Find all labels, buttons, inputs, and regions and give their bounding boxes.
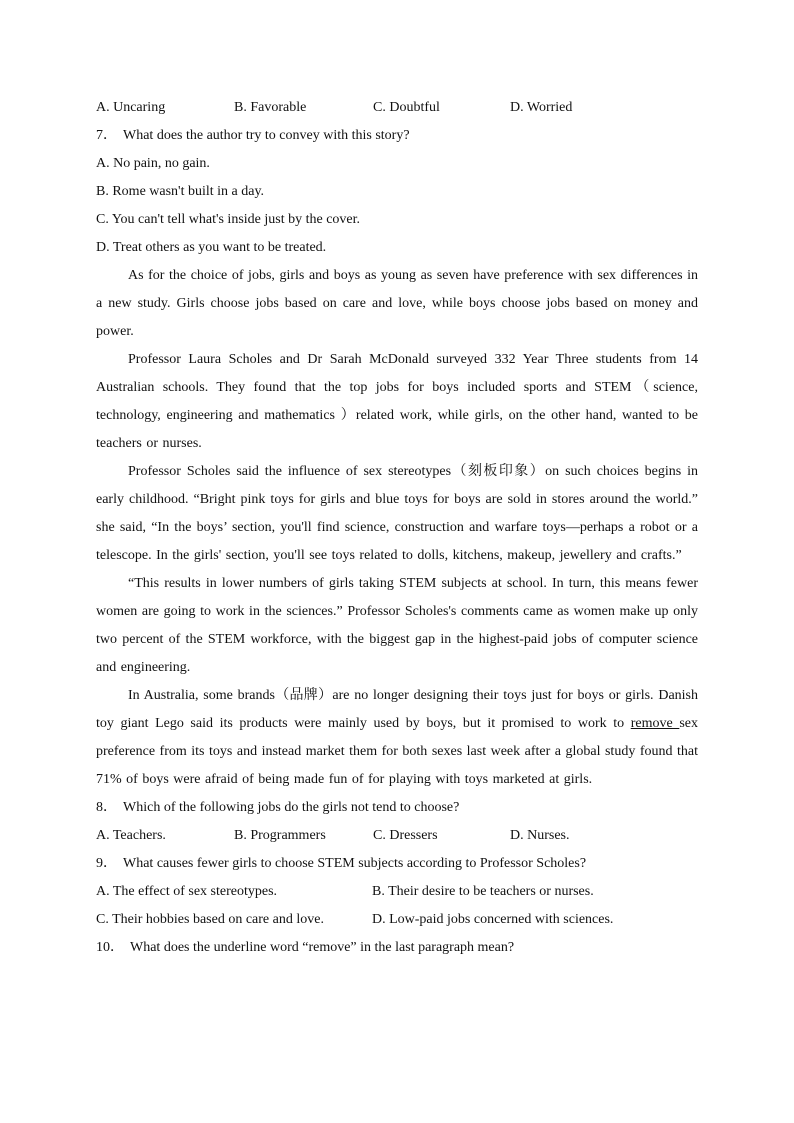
q9-option-c: C. Their hobbies based on care and love. [96, 912, 324, 927]
q9-option-b: B. Their desire to be teachers or nurses. [372, 884, 594, 899]
q10-number: 10． [96, 940, 124, 955]
q6-options [96, 94, 698, 122]
q8-question [96, 794, 698, 822]
q8-option-b: B. Programmers [234, 828, 326, 843]
q8-text: Which of the following jobs do the girls not tend to choose? [123, 800, 460, 815]
q7-number: 7． [96, 128, 117, 143]
q9-question [96, 850, 698, 878]
q9-options-row-1 [96, 878, 698, 906]
exam-page [96, 94, 698, 962]
passage-paragraph-5 [96, 682, 698, 794]
p5-text-after: sex preference from its toys and instead market them for both sexes last week after a global study found that 71% of boys were afraid of being made fun of for playing with toys marketed at girls. [96, 716, 698, 787]
q7-option-d: D. Treat others as you want to be treated. [96, 240, 327, 255]
q9-option-d: D. Low-paid jobs concerned with sciences. [372, 912, 614, 927]
passage-paragraph-3: Professor Scholes said the influence of sex stereotypes（刻板印象）on such choices begins in early childhood. “Bright pink toys for girls and blue toys for boys are sold in stores around the world.” she said, “In the boys’ section, you'll find science, construction and warfare toys—perhaps a robot or a telescope. In the girls' section, you'll see toys related to dolls, kitchens, makeup, jewellery and crafts.” [96, 464, 698, 563]
underlined-word-remove: remove [630, 716, 680, 731]
q7-option-b: B. Rome wasn't built in a day. [96, 184, 265, 199]
q10-question [96, 934, 698, 962]
q9-number: 9． [96, 856, 117, 871]
q6-option-d: D. Worried [510, 100, 573, 115]
q7-option-a: A. No pain, no gain. [96, 156, 210, 171]
q8-number: 8． [96, 800, 117, 815]
q8-options [96, 822, 698, 850]
q9-option-a: A. The effect of sex stereotypes. [96, 884, 278, 899]
passage-paragraph-4: “This results in lower numbers of girls taking STEM subjects at school. In turn, this means fewer women are going to work in the sciences.” Professor Scholes's comments came as women make up only two percent of the STEM workforce, with the biggest gap in the highest-paid jobs of computer science and engineering. [96, 576, 698, 675]
q8-option-d: D. Nurses. [510, 828, 570, 843]
q7-text: What does the author try to convey with this story? [123, 128, 410, 143]
p5-text-before: In Australia, some brands（品牌）are no longer designing their toys just for boys or girls. Danish toy giant Lego said its products were mainly used by boys, but it promised to work to [96, 688, 698, 731]
q9-options-row-2 [96, 906, 698, 934]
passage-paragraph-1: As for the choice of jobs, girls and boys as young as seven have preference with sex differences in a new study. Girls choose jobs based on care and love, while boys choose jobs based on money and power. [96, 268, 698, 339]
q7-question [96, 122, 698, 150]
q8-option-a: A. Teachers. [96, 828, 166, 843]
q7-option-c: C. You can't tell what's inside just by the cover. [96, 212, 361, 227]
q8-option-c: C. Dressers [373, 828, 438, 843]
q6-option-c: C. Doubtful [373, 100, 440, 115]
q9-text: What causes fewer girls to choose STEM subjects according to Professor Scholes? [123, 856, 587, 871]
q6-option-b: B. Favorable [234, 100, 307, 115]
passage-paragraph-2: Professor Laura Scholes and Dr Sarah McDonald surveyed 332 Year Three students from 14 Australian schools. They found that the top jobs for boys included sports and STEM（science, technology, engineering and mathematics ）related work, while girls, on the other hand, wanted to be teachers or nurses. [96, 352, 698, 451]
q10-text: What does the underline word “remove” in the last paragraph mean? [130, 940, 515, 955]
q6-option-a: A. Uncaring [96, 100, 166, 115]
